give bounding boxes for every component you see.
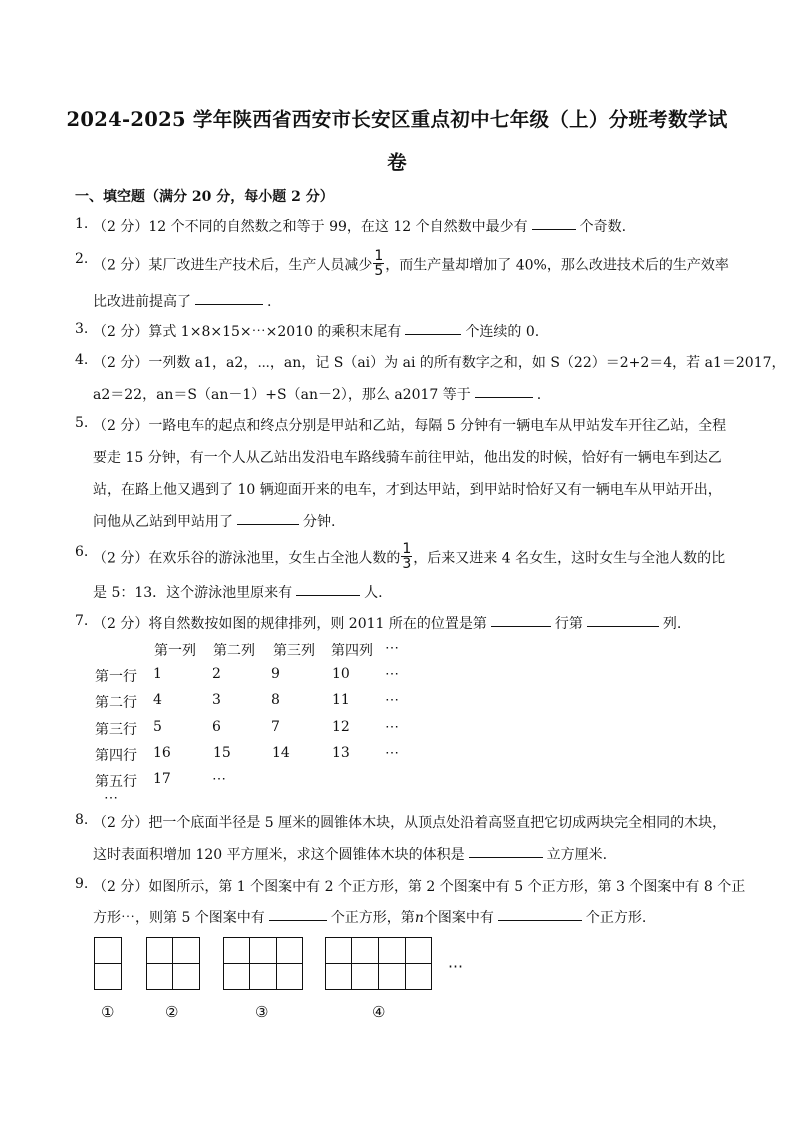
question-text: 比改进前提高了	[93, 294, 191, 310]
pattern-caption: ③	[255, 1003, 269, 1021]
question-number: 7.	[75, 613, 89, 629]
grid-line	[223, 963, 303, 964]
row-label: 第五行	[95, 774, 137, 790]
question-text: 要走 15 分钟，有一个人从乙站出发沿电车路线骑车前往甲站，他出发的时候，恰好有一辆电车到达乙	[93, 450, 722, 466]
question-6-cont	[93, 582, 383, 602]
question-text: 列.	[662, 616, 682, 632]
row-label: 第四行	[95, 748, 137, 764]
question-number: 8.	[75, 812, 89, 828]
fraction: $\frac{1}{3}$	[402, 541, 412, 572]
question-text: （2 分）在欢乐谷的游泳池里，女生占全池人数的	[93, 550, 401, 567]
section-heading: 一、填空题（满分 20 分，每小题 2 分）	[75, 189, 334, 205]
answer-blank[interactable]	[587, 625, 659, 627]
question-number: 6.	[75, 544, 89, 560]
row-label: 第一行	[95, 669, 137, 685]
table-cell: ⋯	[385, 692, 399, 708]
pattern-1	[94, 937, 122, 990]
question-text: a2＝22，an＝S（an－1）+S（an－2），那么 a2017 等于	[93, 387, 471, 403]
question-text: 行第	[554, 616, 583, 632]
question-text: 个图案中有	[423, 910, 494, 926]
table-cell: 4	[153, 692, 162, 708]
table-cell: ⋯	[385, 719, 399, 735]
table-cell: 5	[153, 719, 162, 735]
grid-line	[249, 937, 250, 990]
answer-blank[interactable]	[491, 625, 551, 627]
question-text: ，后来又进来 4 名女生，这时女生与全池人数的比	[413, 550, 726, 567]
question-text: （2 分）12 个不同的自然数之和等于 99，在这 12 个自然数中最少有	[93, 219, 528, 235]
page-title-line2: 卷	[387, 151, 407, 174]
question-2-cont	[93, 291, 271, 311]
grid-line	[94, 963, 122, 964]
pattern-caption: ④	[372, 1003, 386, 1021]
question-text: （2 分）如图所示，第 1 个图案中有 2 个正方形，第 2 个图案中有 5 个正方形，第 3 个图案中有 8 个正	[93, 879, 746, 895]
grid-line	[325, 963, 432, 964]
row-label: 第二行	[95, 695, 137, 711]
answer-blank[interactable]	[237, 523, 299, 525]
question-text: 立方厘米.	[546, 847, 608, 863]
table-cell: 8	[271, 692, 280, 708]
question-text: 个正方形，第	[330, 910, 415, 926]
table-cell: 17	[153, 771, 171, 787]
column-header: 第二列	[213, 643, 255, 659]
column-header: ⋯	[385, 640, 399, 656]
pattern-ellipsis: ⋯	[448, 957, 463, 975]
answer-blank[interactable]	[469, 856, 543, 858]
question-number: 1.	[75, 216, 89, 232]
question-text: ，而生产量却增加了 40%，那么改进技术后的生产效率	[385, 257, 729, 274]
question-number: 9.	[75, 876, 89, 892]
question-text: 是 5：13．这个游泳池里原来有	[93, 585, 293, 601]
pattern-4	[325, 937, 432, 990]
table-cell: 16	[153, 745, 171, 761]
answer-blank[interactable]	[405, 333, 461, 335]
row-label: 第三行	[95, 722, 137, 738]
answer-blank[interactable]	[498, 919, 582, 921]
question-text: 人.	[364, 585, 383, 601]
grid-line	[146, 963, 200, 964]
question-text: （2 分）某厂改进生产技术后，生产人员减少	[93, 257, 373, 274]
vertical-ellipsis: ⋯	[104, 790, 118, 806]
question-text: 这时表面积增加 120 平方厘米，求这个圆锥体木块的体积是	[93, 847, 465, 863]
column-header: 第四列	[331, 643, 373, 659]
table-cell: ⋯	[385, 745, 399, 761]
question-9-cont	[93, 907, 646, 927]
grid-line	[351, 937, 352, 990]
answer-blank[interactable]	[269, 919, 327, 921]
question-text: .	[536, 387, 542, 403]
question-text: .	[267, 294, 272, 310]
table-cell: 13	[332, 745, 350, 761]
question-text: 问他从乙站到甲站用了	[93, 514, 233, 530]
question-text: （2 分）把一个底面半径是 5 厘米的圆锥体木块，从顶点处沿着高竖直把它切成两块完全相同的木块，	[93, 815, 727, 831]
table-cell: 1	[153, 666, 162, 682]
table-cell: 10	[332, 666, 350, 682]
grid-line	[405, 937, 406, 990]
grid-line	[276, 937, 277, 990]
question-text: （2 分）一列数 a1，a2，⋯，an，记 S（ai）为 ai 的所有数字之和，如 S（22）＝2+2＝4，若 a1＝2017，	[93, 355, 786, 371]
question-number: 4.	[75, 352, 89, 368]
pattern-caption: ②	[165, 1003, 179, 1021]
table-cell: 3	[212, 692, 221, 708]
question-number: 5.	[75, 415, 89, 431]
question-4-cont	[93, 384, 541, 404]
answer-blank[interactable]	[296, 594, 360, 596]
table-cell: ⋯	[212, 771, 226, 787]
table-cell: 11	[332, 692, 350, 708]
question-text: 站，在路上他又遇到了 10 辆迎面开来的电车，才到达甲站，到甲站时恰好又有一辆电车从甲站开出，	[93, 482, 722, 498]
question-text: 方形⋯，则第 5 个图案中有	[93, 910, 265, 926]
question-text: 分钟.	[303, 514, 336, 530]
pattern-caption: ①	[101, 1003, 115, 1021]
question-5-cont	[93, 511, 335, 531]
grid-line	[172, 937, 173, 990]
answer-blank[interactable]	[475, 396, 533, 398]
page-title-line1: 2024-2025 学年陕西省西安市长安区重点初中七年级（上）分班考数学试	[66, 108, 728, 131]
table-cell: 14	[272, 745, 290, 761]
column-header: 第三列	[273, 643, 315, 659]
column-header: 第一列	[154, 643, 196, 659]
variable-n: n	[414, 910, 424, 926]
fraction: $\frac{1}{5}$	[374, 248, 384, 279]
table-cell: 12	[332, 719, 350, 735]
question-text: （2 分）将自然数按如图的规律排列，则 2011 所在的位置是第	[93, 616, 487, 632]
pattern-2	[146, 937, 200, 990]
table-cell: 7	[271, 719, 280, 735]
question-number: 2.	[75, 251, 89, 267]
pattern-3	[223, 937, 303, 990]
table-cell: 2	[212, 666, 221, 682]
table-cell: 9	[271, 666, 280, 682]
question-text: （2 分）一路电车的起点和终点分别是甲站和乙站，每隔 5 分钟有一辆电车从甲站发车开往乙站，全程	[93, 418, 727, 434]
table-cell: 6	[212, 719, 221, 735]
table-cell: ⋯	[385, 666, 399, 682]
question-text: 个奇数.	[579, 219, 627, 235]
question-text: （2 分）算式 1×8×15×⋯×2010 的乘积末尾有	[93, 324, 402, 340]
question-text: 个连续的 0.	[465, 324, 540, 340]
grid-line	[378, 937, 379, 990]
question-number: 3.	[75, 321, 89, 337]
question-8-cont	[93, 844, 607, 864]
question-text: 个正方形.	[585, 910, 647, 926]
table-cell: 15	[213, 745, 231, 761]
answer-blank[interactable]	[195, 303, 263, 305]
answer-blank[interactable]	[532, 228, 576, 230]
